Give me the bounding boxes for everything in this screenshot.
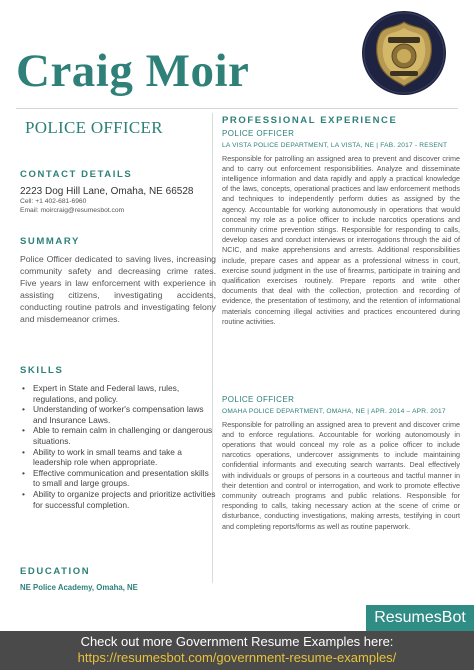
job-role: POLICE OFFICER: [222, 395, 295, 404]
promo-banner[interactable]: [0, 631, 474, 670]
contact-heading: CONTACT DETAILS: [20, 169, 133, 180]
summary-text: Police Officer dedicated to saving lives, increasing community safety and decreasing crime rates. Five years in law enforcement with experience in assisting citizens, investigating accidents, conducting routine patrols and investigating felony and misdemeanor crimes.: [20, 254, 216, 324]
banner-link[interactable]: https://resumesbot.com/government-resume-examples/: [77, 650, 397, 665]
header-divider: [16, 108, 458, 109]
brand-logo[interactable]: ResumesBot: [366, 605, 474, 631]
skill-item: • Ability to work in small teams and take a leadership role when appropriate.: [33, 447, 216, 468]
contact-cell: Cell: +1 402-681-6960: [20, 198, 87, 205]
contact-email: Email: moircraig@resumesbot.com: [20, 207, 125, 214]
job-role: POLICE OFFICER: [222, 129, 295, 138]
education-heading: EDUCATION: [20, 566, 91, 577]
police-badge-icon: [362, 10, 446, 96]
contact-section: [20, 169, 216, 215]
job-employer: OMAHA POLICE DEPARTMENT, OMAHA, NE | APR. 2014 – APR. 2017: [222, 408, 446, 415]
skill-item: • Able to remain calm in challenging or dangerous situations.: [33, 425, 216, 446]
skill-item: • Understanding of worker's compensation laws and Insurance Laws.: [33, 404, 216, 425]
skill-item: • Effective communication and presentation skills to small and large groups.: [33, 468, 216, 489]
banner-text: Check out more Government Resume Examples here:: [80, 634, 394, 649]
job-title: POLICE OFFICER: [25, 118, 163, 137]
experience-heading: PROFESSIONAL EXPERIENCE: [222, 115, 398, 126]
education-entry: NE Police Academy, Omaha, NE: [20, 583, 138, 592]
job-description: Responsible for patrolling an assigned area to prevent and discover crime and to carry out enforcement responsibilities. Analyze and disseminate intelligence information and data rapidly and apply a practical knowledge of the laws, concepts, operational practices and law enforcement methods and techniques to independently perform duties as assigned by the agency. Accountable for working autonomously in operations that would conceal my role as a police officer to include narcotics operations and community crime prevention stings. Responsible for responding to calls, develop cases and conduct interviews or interrogations through the aid of NCIC, and make apprehensions and arrests. Additional responsibilities include, prepare cases and appear as a professional witness in court, exercise sound judgment in the use of firearms, participate in training and qualification exercises routinely. Prepare reports and write other documents that deal with the collection, protection and recording of evidence, the presentation of testimony, and the retention of informational materials concerning illegal activities and practices encountered during routine activities.: [222, 153, 460, 326]
job-description: Responsible for patrolling an assigned area to prevent and discover crime and to enforce regulations. Accountable for working autonomously in operations that would conceal my role as a police officer to include narcotics operations, undercover assignments to include maintaining confidential informants and executing search warrants. Deal effectively with individuals or groups of persons in a courteous and tactful manner in their detention and control or interrogation, and work to promote effective community outreach programs and public relations. Responsible for responding to calls, taking necessary action at the scene of crime or disturbance, conducting investigations, making arrests, testifying in court and completing reports/forms as well as routine paperwork.: [222, 419, 460, 531]
education-section: [20, 566, 216, 592]
skills-list: [20, 383, 216, 510]
candidate-name: Craig Moir: [16, 45, 250, 97]
skill-item: • Ability to organize projects and prioritize activities for successful completion.: [33, 489, 216, 510]
skill-item: • Expert in State and Federal laws, rules, regulations, and policy.: [33, 383, 216, 404]
skills-section: [20, 365, 216, 510]
experience-job: [222, 395, 460, 532]
summary-section: [20, 236, 216, 325]
experience-section: [222, 115, 460, 327]
job-employer: LA VISTA POLICE DEPARTMENT, LA VISTA, NE | FAB. 2017 - RESENT: [222, 142, 448, 149]
summary-heading: SUMMARY: [20, 236, 80, 247]
contact-address: 2223 Dog Hill Lane, Omaha, NE 66528: [20, 186, 194, 197]
skills-heading: SKILLS: [20, 365, 64, 376]
